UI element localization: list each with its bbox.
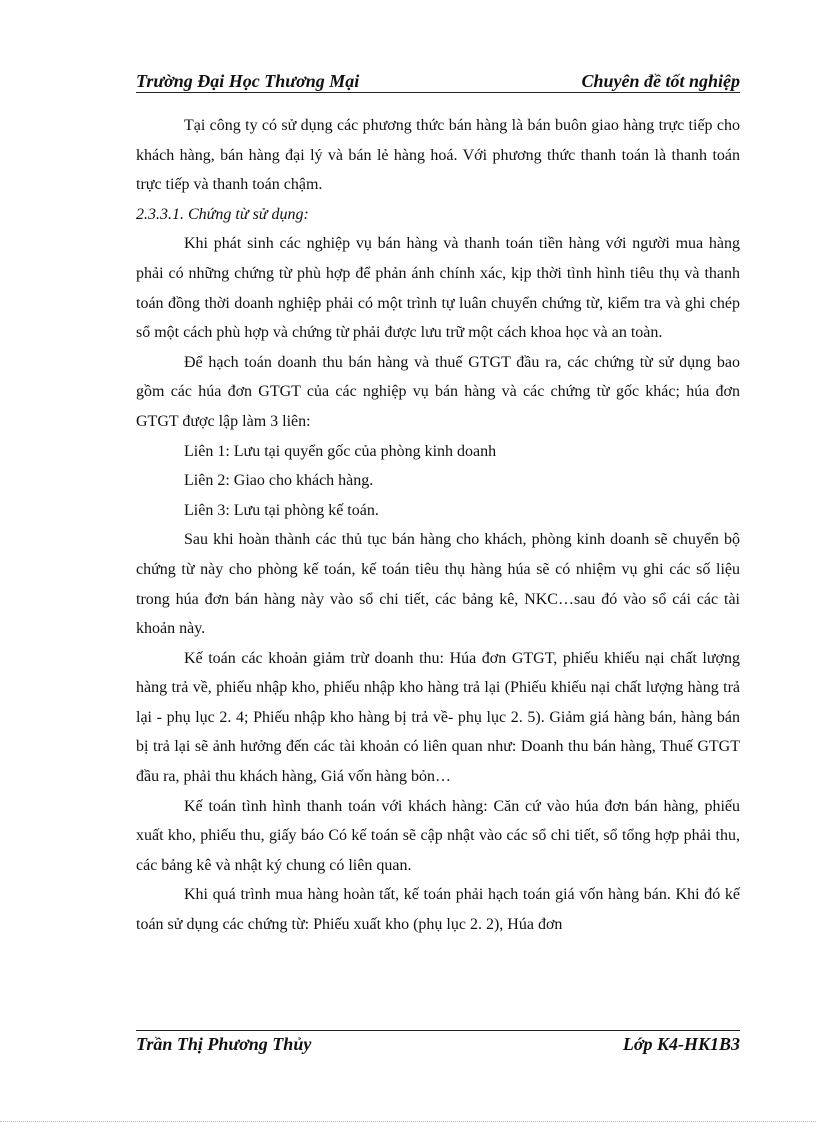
document-body — [136, 111, 740, 940]
header-school: Trường Đại Học Thương Mại — [136, 71, 360, 91]
paragraph: Tại công ty có sử dụng các phương thức bán hàng là bán buôn giao hàng trực tiếp cho khách hàng, bán hàng đại lý và bán lẻ hàng hoá. Với phương thức thanh toán là thanh toán trực tiếp và thanh toán chậm. — [136, 117, 740, 194]
paragraph: Để hạch toán doanh thu bán hàng và thuế GTGT đầu ra, các chứng từ sử dụng bao gồm các húa đơn GTGT của các nghiệp vụ bán hàng và các chứng từ gốc khác; húa đơn GTGT được lập làm 3 liên: — [136, 353, 740, 430]
paragraph: Kế toán các khoản giảm trừ doanh thu: Húa đơn GTGT, phiếu khiếu nại chất lượng hàng trả về, phiếu nhập kho, phiếu nhập kho hàng trả lại (Phiếu khiếu nại chất lượng hàng trả lại - phụ lục 2. 4; Phiếu nhập kho hàng bị trả về- phụ lục 2. 5). Giảm giá hàng bán, hàng bán bị trả lại sẽ ảnh hưởng đến các tài khoản có liên quan như: Doanh thu bán hàng, Thuế GTGT đầu ra, phải thu khách hàng, Giá vốn hàng bỏn… — [136, 649, 740, 786]
paragraph: Khi quá trình mua hàng hoàn tất, kế toán phải hạch toán giá vốn hàng bán. Khi đó kế toán sử dụng các chứng từ: Phiếu xuất kho (phụ lục 2. 2), Húa đơn — [136, 886, 740, 934]
header-doc-type: Chuyên đề tốt nghiệp — [581, 71, 740, 91]
paragraph: Khi phát sinh các nghiệp vụ bán hàng và thanh toán tiền hàng với người mua hàng phải có những chứng từ phù hợp để phản ánh chính xác, kịp thời tình hình tiêu thụ và thanh toán đồng thời doanh nghiệp phải có một trình tự luân chuyển chứng từ, kiểm tra và ghi chép sổ một cách phù hợp và chứng từ phải được lưu trữ một cách khoa học và an toàn. — [136, 235, 740, 342]
list-item: Liên 2: Giao cho khách hàng. — [184, 472, 374, 490]
footer-author: Trần Thị Phương Thủy — [136, 1034, 312, 1054]
footer-class: Lớp K4-HK1B3 — [622, 1034, 740, 1054]
page-edge — [0, 1121, 816, 1122]
header-divider — [136, 92, 740, 93]
page-header — [136, 68, 740, 92]
section-heading: 2.3.3.1. Chứng từ sử dụng: — [136, 205, 309, 223]
list-item: Liên 1: Lưu tại quyển gốc của phòng kinh doanh — [184, 442, 497, 460]
paragraph: Kế toán tình hình thanh toán với khách hàng: Căn cứ vào húa đơn bán hàng, phiếu xuất kho, phiếu thu, giấy báo Có kế toán sẽ cập nhật vào các sổ chi tiết, sổ tổng hợp phải thu, các bảng kê và nhật ký chung có liên quan. — [136, 797, 740, 874]
list-item: Liên 3: Lưu tại phòng kế toán. — [184, 501, 379, 519]
page-footer — [136, 1034, 740, 1058]
footer-divider — [136, 1030, 740, 1031]
paragraph: Sau khi hoàn thành các thủ tục bán hàng cho khách, phòng kinh doanh sẽ chuyển bộ chứng từ này cho phòng kế toán, kế toán tiêu thụ hàng húa sẽ có nhiệm vụ ghi các số liệu trong húa đơn bán hàng này vào sổ chi tiết, các bảng kê, NKC…sau đó vào sổ cái các tài khoản này. — [136, 531, 740, 638]
